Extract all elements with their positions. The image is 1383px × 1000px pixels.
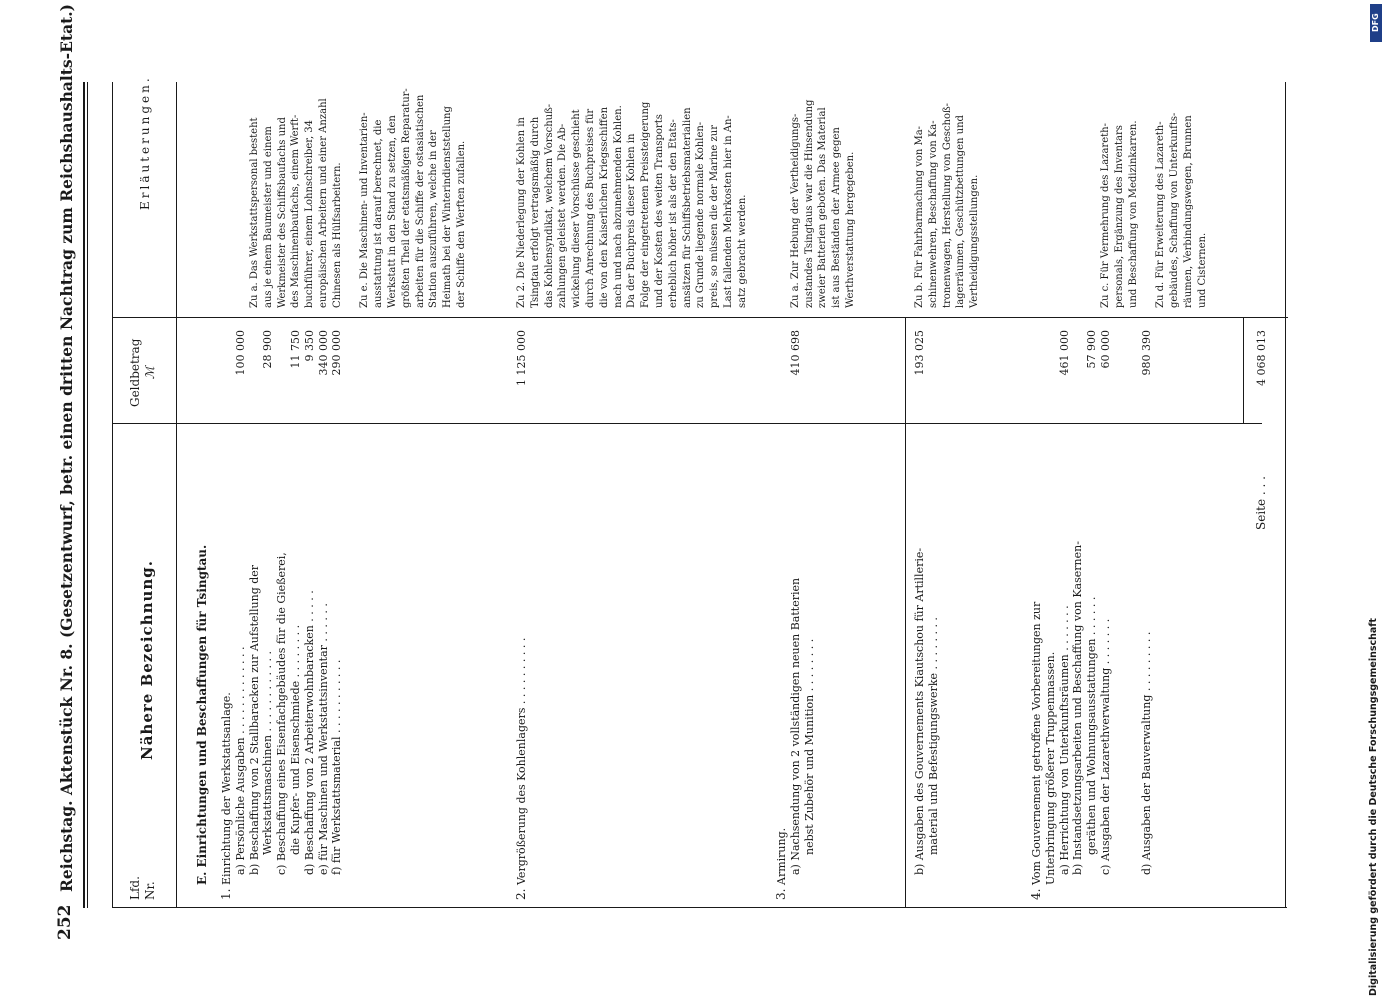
row-nr: 2. [514,888,528,900]
footer-total: 4 068 013 [1255,330,1268,386]
row-notes: Zu a. Das Werkstattspersonal besteht aus je einem Baumeister und einem Werkmeister des Schiffsbaufachs und des Maschinenbaufachs, einem Werft- buchführer, einem Lohnschreiber, 34 europäischen Arbeitern und einer Anzahl Chinesen als Hülfsarbeitern. Zu e. Die Maschinen- und Inventarien- ausstattung ist darauf berechnet, die Werkstatt in den Stand zu setzen, den größten Theil der etatsmäßigen Reparatur- arbeiten für die Schiffe der ostasiatischen Station auszuführen, welche in der Heimath bei der Winterindienststellung der Schiffe den Werften zufallen. [249,88,467,308]
left-rule [112,907,1287,908]
row-description: Vergrößerung des Kohlenlagers . . . . . . . . . . [515,637,528,885]
row-amounts: 1 125 000 [515,330,528,386]
row-notes: Zu a. Zur Hebung der Vertheidigungs- zustandes Tsingtaus war die Hinsendung zweier Batterien geboten. Das Material ist aus Beständen der Armee gegen Werthverstattung hergegeben. Zu b. Für Fahrbarmachung von Ma- schinenwehren, Beschaffung von Ka- tronenwagen, Herstellung von Geschoß- lagerräumen, Geschützbettungen und Vertheidigungsstellungen. [789,99,981,308]
col-header-bezeichnung: Nähere Bezeichnung. [138,560,156,760]
footer-label: Seite . . . [1254,476,1268,530]
page-number: 252 [55,904,75,940]
section-title: E. Einrichtungen und Beschaffungen für Tsingtau. [195,544,209,885]
row-description: Armirung. a) Nachsendung von 2 vollständigen neuen Batterien nebst Zubehör und Munition . . . . . . . . b) Ausgaben des Gouvernements Kiautschou für Artillerie- material und Befestigungswerke . . . . . . . . [775,547,940,885]
running-title: Reichstag. Aktenstück Nr. 8. (Gesetzentwurf, betr. einen dritten Nachtrag zum Reichshaushalts-Etat.) [57,3,76,892]
header-rule [112,82,113,908]
bottom-rule-2 [1285,82,1286,908]
header-bottom-rule [176,82,177,908]
row-nr: 3. [774,888,788,900]
row-notes: Zu c. Für Vermehrung des Lazareth- personals, Ergänzung des Inventars und Beschaffung von Medizinkarren. Zu d. Für Erweiterung des Lazareth- gebäudes, Schaffung von Unterkunfts- räumen, Verbindungswegen, Brunnen und Cisternen. [1099,112,1208,308]
top-rule-2 [87,82,88,908]
row-nr: 4. [1029,888,1043,900]
total-rule [1243,318,1244,424]
dfg-logo: DFG [1370,4,1382,42]
col-header-betrag: Geldbetrag ℳ [128,338,157,407]
col-sep-2 [112,317,1288,318]
row-amounts: 100 000 28 900 11 750 9 350 340 000 290 000 [233,330,344,376]
col-header-erlaeuterungen: Erläuterungen. [138,75,152,210]
row-nr: 1. [219,888,233,900]
row-description: Einrichtung der Werkstattsanlage. a) Persönliche Ausgaben . . . . . . . . . . . . . b) Beschaffung von 2 Stallbaracken zur Aufstellung der Werkstattsmaschinen . . . . . . . . . . . . c) Beschaffung eines Eisenfachgebäudes für die Gießerei, die Kupfer- und Eisenschmiede . . . . . . . . d) Beschaffung von 2 Arbeiterwohnbaracken . . . . . e) für Maschinen und Werkstattsinventar . . . . . . f) für Werkstattsmaterial . . . . . . . . . . . [220,552,344,885]
row-description: Vom Gouvernement getroffene Vorbereitungen zur Unterbringung größerer Truppenmassen. a) Herrichtung von Unterkunftsräumen . . . . . . . b) Instandsetzungsarbeiten und Beschaffung von Kasernen- geräthen und Wohnungsausstattungen . . . . . . c) Ausgaben der Lazarethverwaltung . . . . . . . d) Ausgaben der Bauverwaltung . . . . . . . . . [1030,541,1154,885]
col-sep-1 [112,423,1262,424]
digitization-note: Digitalisierung gefördert durch die Deutsche Forschungsgemeinschaft [1368,618,1379,996]
col-header-nr: Lfd. Nr. [128,876,157,900]
row-amounts: 410 698 193 025 [788,330,926,376]
row-amounts: 461 000 57 900 60 000 980 390 [1057,330,1154,376]
top-rule [83,82,85,908]
row-notes: Zu 2. Die Niederlegung der Kohlen in Tsingtau erfolgt vertragsmäßig durch das Kohlensyndikat, welchem Vorschuß- zahlungen geleistet werden. Die Ab- wickelung dieser Vorschüsse geschieht durch Anrechnung des Buchpreises für die von den Kaiserlichen Kriegsschiffen nach und nach abzunehmenden Kohlen. Da der Buchpreis dieser Kohlen in Folge der eingetretenen Preissteigerung und der Kosten des weiten Transports erheblich höher ist als der den Etats- ansätzen für Schiffsbetriebsmaterialien zu Grunde liegende normale Kohlen- preis, so müssen die der Marine zur Last fallenden Mehrkosten hier in An- satz gebracht werden. [516,101,748,308]
